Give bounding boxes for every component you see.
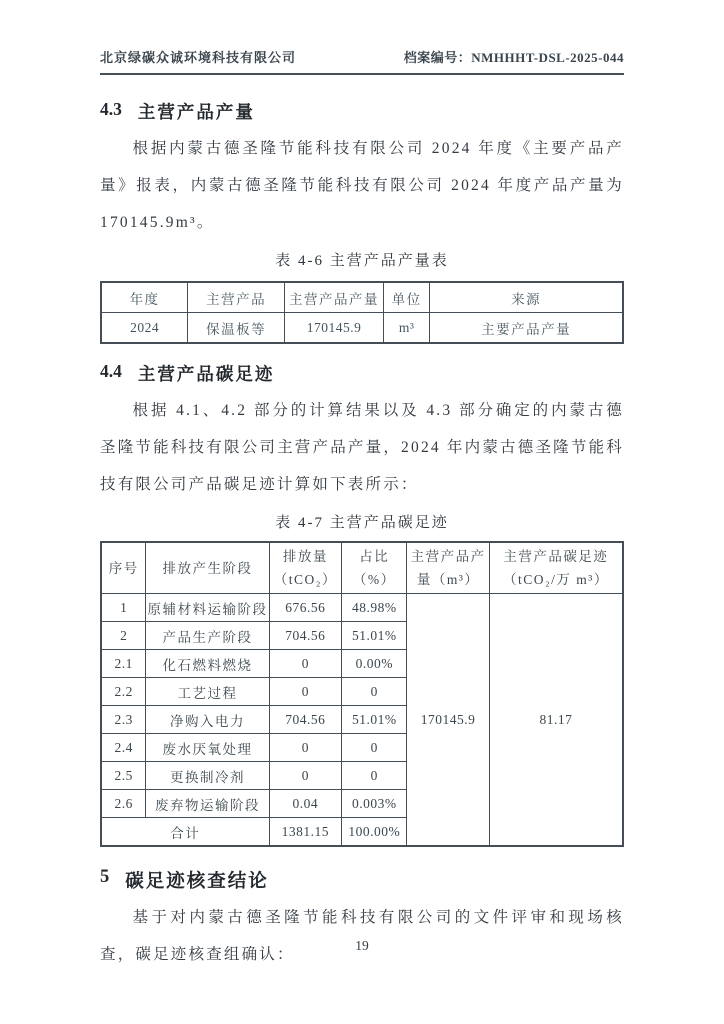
t46-header-row [101,282,623,313]
t47-share: 0.00% [342,650,407,678]
section-5-heading [100,867,624,893]
t47-row-1 [101,594,623,622]
table46-caption: 表 4-6 主营产品产量表 [275,253,449,269]
t47-share: 48.98% [342,594,407,622]
t46-cell-source: 主要产品产量 [430,313,623,344]
t46-header-output: 主营产品产量 [285,282,384,313]
t47-header-row [101,542,623,594]
t47-header-stage: 排放产生阶段 [146,542,269,594]
running-header [100,47,624,75]
t47-stage: 原辅材料运输阶段 [146,594,269,622]
t47-header-production: 主营产品产 量（m³） [407,542,489,594]
t47-header-share: 占比（%） [342,542,407,594]
section-43-title: 主营产品产量 [137,102,255,122]
t47-production-merged-cell: 170145.9 [407,594,489,847]
t47-emission: 0 [269,650,342,678]
archive-value: NMHHHT-DSL-2025-044 [471,50,624,65]
t47-emission: 0 [269,678,342,706]
section-43-number: 4.3 [100,99,122,119]
t46-cell-output: 170145.9 [285,313,384,344]
t47-seq: 2.5 [101,762,146,790]
section-43-heading [100,99,624,124]
t47-header-footprint: 主营产品碳足迹 （tCO₂/万 m³） [489,542,623,594]
t47-total-label: 合计 [101,818,269,847]
t47-share: 51.01% [342,622,407,650]
t47-stage: 化石燃料燃烧 [146,650,269,678]
t46-header-product: 主营产品 [188,282,285,313]
section-44-paragraph: 根据 4.1、4.2 部分的计算结果以及 4.3 部分确定的内蒙古德圣隆节能科技有限公司主营产品产量，2024 年内蒙古德圣隆节能科技有限公司产品碳足迹计算如下表所示： [100,402,624,493]
t47-share: 0.003% [342,790,407,818]
t47-seq: 1 [101,594,146,622]
t47-seq: 2.6 [101,790,146,818]
section-44-number: 4.4 [100,361,122,381]
t47-header-emission: 排放量 （tCO₂） [269,542,342,594]
table47-caption: 表 4-7 主营产品碳足迹 [275,515,449,531]
t47-seq: 2.1 [101,650,146,678]
company-name: 北京绿碳众诚环境科技有限公司 [100,50,297,65]
t47-total-emission: 1381.15 [269,818,342,847]
t47-total-share: 100.00% [342,818,407,847]
t47-share: 0 [342,762,407,790]
page-content [100,47,624,973]
t47-emission: 704.56 [269,706,342,734]
t46-cell-year: 2024 [101,313,188,344]
section-44-title: 主营产品碳足迹 [137,364,275,384]
page-number: 19 [355,938,369,953]
t47-share: 51.01% [342,706,407,734]
t46-header-year: 年度 [101,282,188,313]
t47-stage: 更换制冷剂 [146,762,269,790]
t47-stage: 净购入电力 [146,706,269,734]
t47-share: 0 [342,734,407,762]
section-5-number: 5 [100,867,110,887]
t47-emission: 704.56 [269,622,342,650]
t46-data-row [101,313,623,344]
main-products-output-table [100,281,624,344]
section-5-paragraph: 基于对内蒙古德圣隆节能科技有限公司的文件评审和现场核查，碳足迹核查组确认： [100,909,624,963]
t47-stage: 产品生产阶段 [146,622,269,650]
t47-seq: 2.2 [101,678,146,706]
t47-seq: 2 [101,622,146,650]
t47-emission: 0.04 [269,790,342,818]
t46-header-source: 来源 [430,282,623,313]
t47-footprint-merged-cell: 81.17 [489,594,623,847]
t47-stage: 工艺过程 [146,678,269,706]
product-carbon-footprint-table [100,541,624,847]
t47-emission: 0 [269,762,342,790]
section-44-heading [100,361,624,386]
t47-stage: 废水厌氧处理 [146,734,269,762]
t46-cell-unit: m³ [383,313,429,344]
section-5-title: 碳足迹核查结论 [125,872,269,892]
t46-cell-product: 保温板等 [188,313,285,344]
t47-seq: 2.3 [101,706,146,734]
t47-seq: 2.4 [101,734,146,762]
archive-label: 档案编号： [403,50,472,65]
t47-header-seq: 序号 [101,542,146,594]
t47-stage: 废弃物运输阶段 [146,790,269,818]
t47-emission: 676.56 [269,594,342,622]
t47-emission: 0 [269,734,342,762]
t46-header-unit: 单位 [383,282,429,313]
section-43-paragraph: 根据内蒙古德圣隆节能科技有限公司 2024 年度《主要产品产量》报表，内蒙古德圣隆节能科技有限公司 2024 年度产品产量为 170145.9m³。 [100,140,624,231]
t47-share: 0 [342,678,407,706]
archive-number [404,47,624,66]
